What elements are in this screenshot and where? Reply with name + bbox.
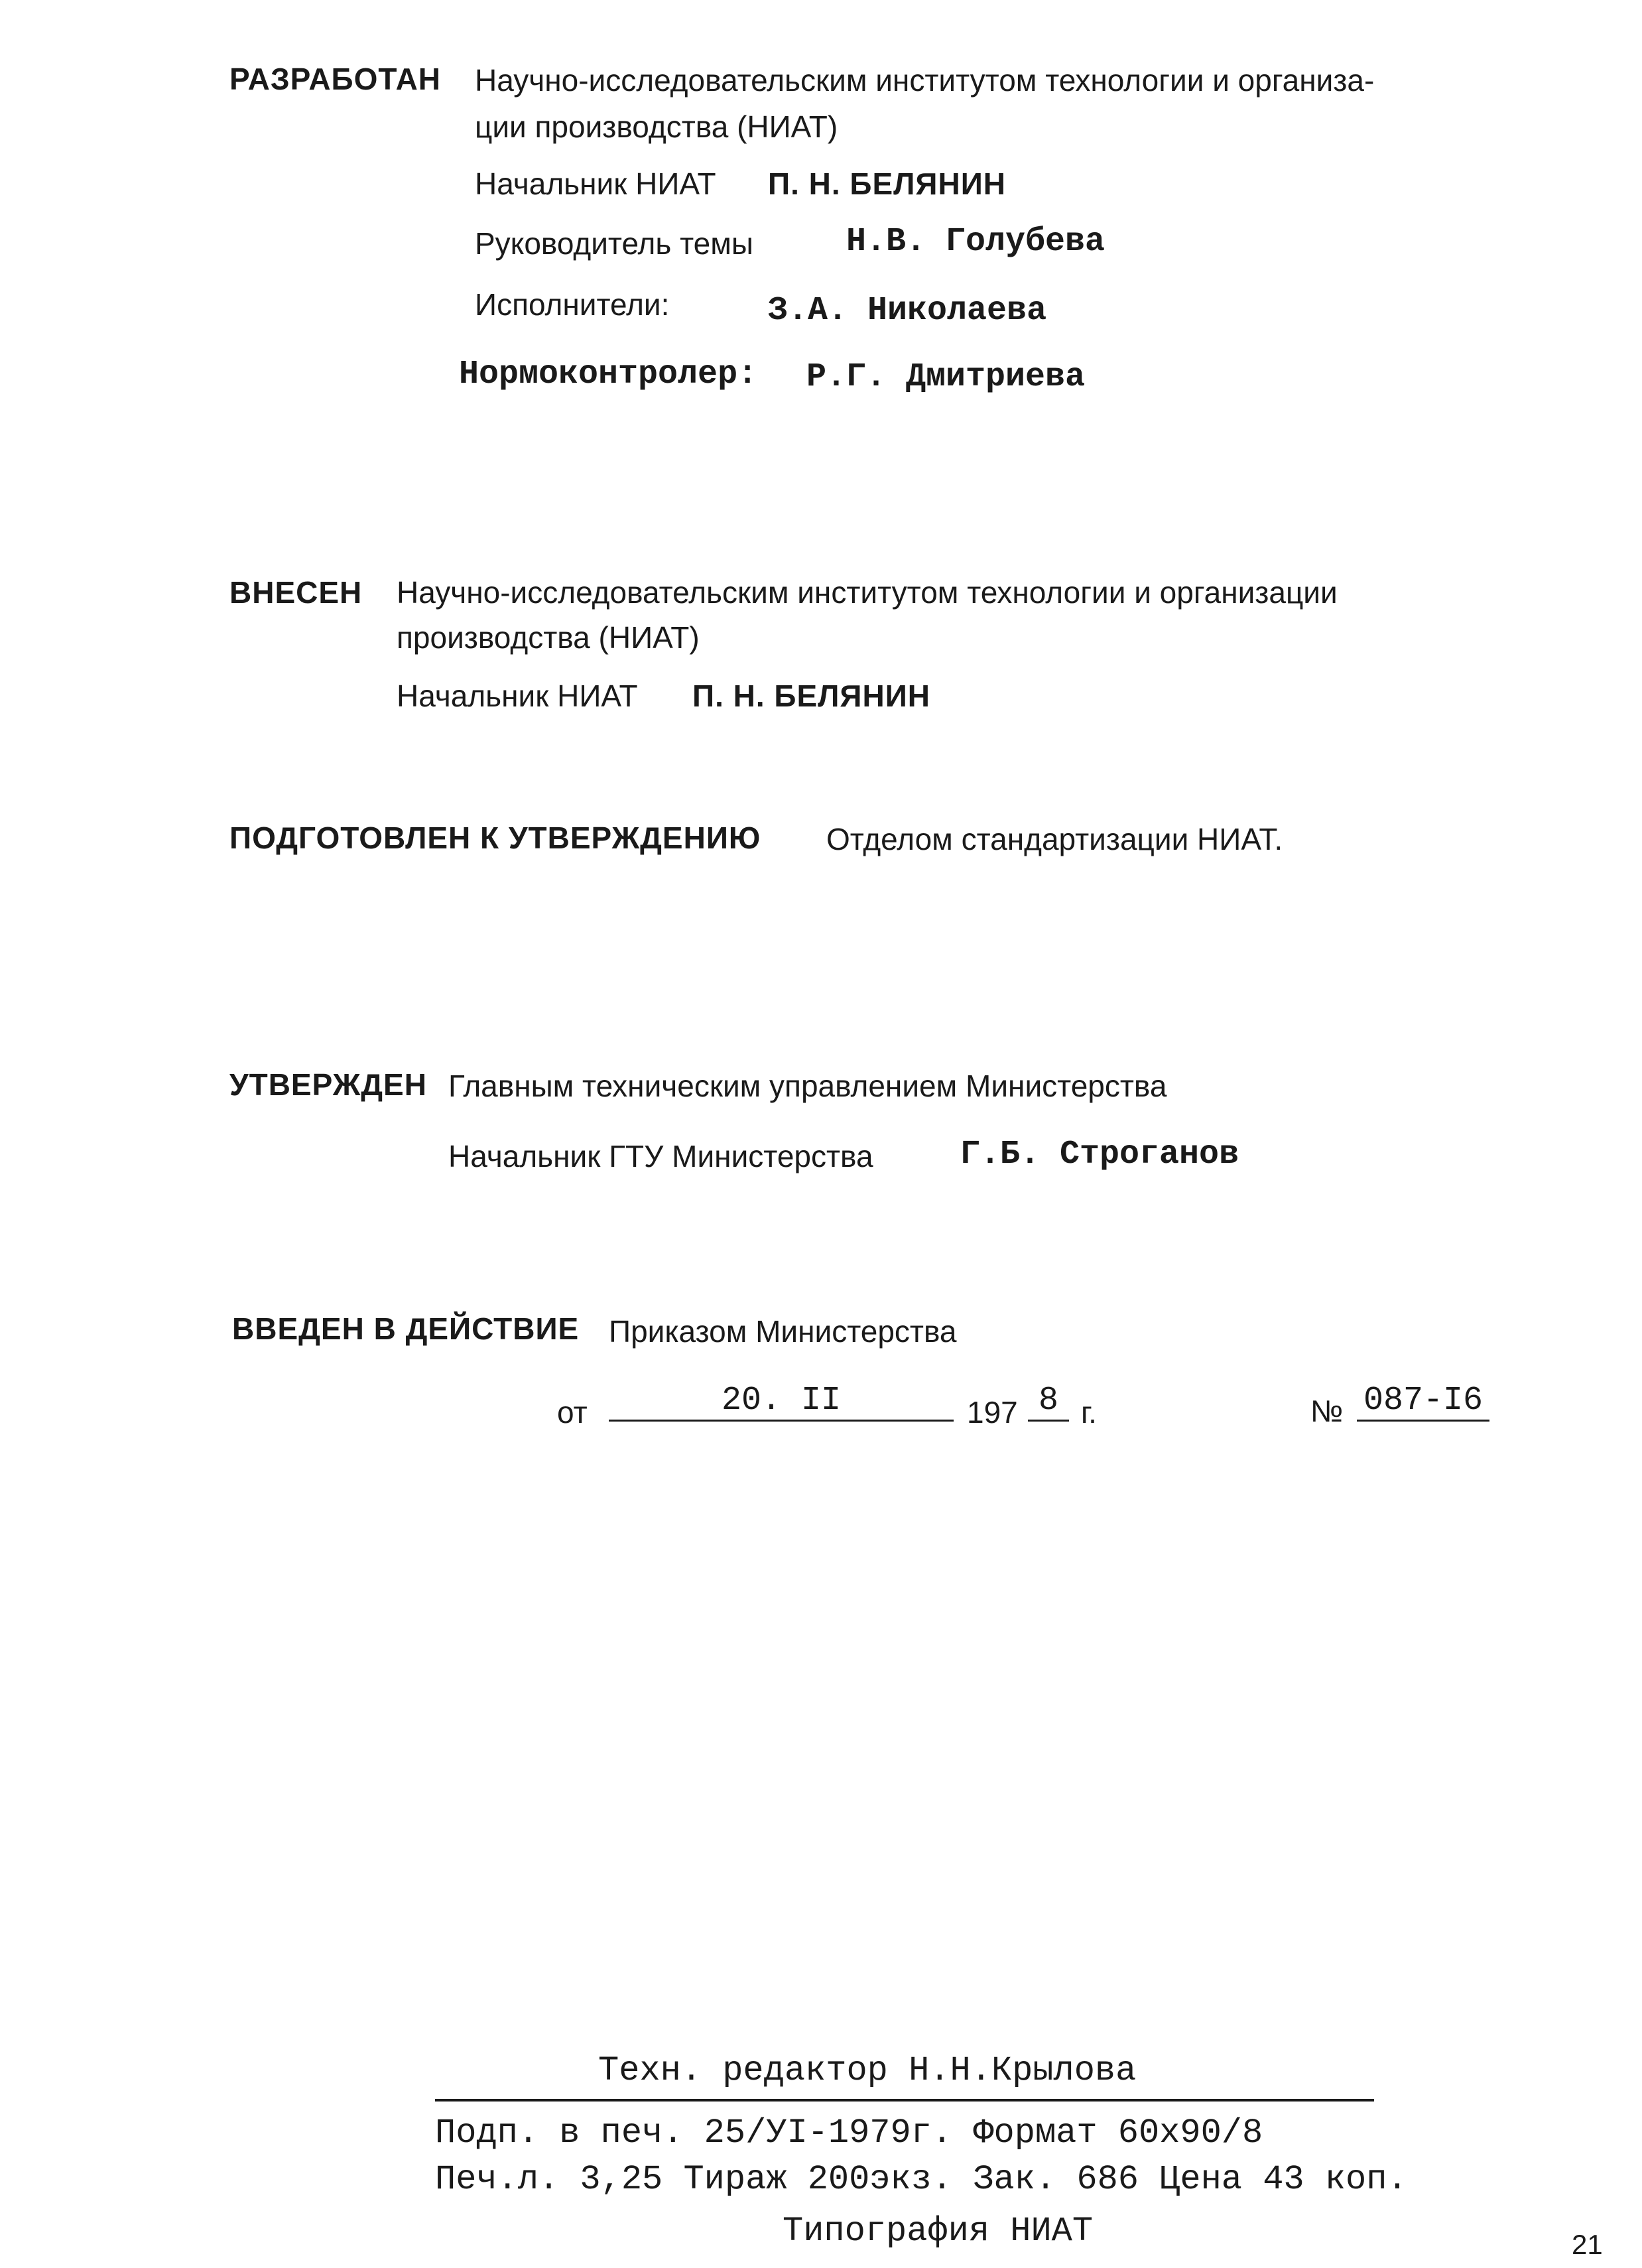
year-suffix: г. xyxy=(1081,1395,1097,1430)
normcontrol-label: Нормоконтролер: xyxy=(459,356,758,393)
from-label: от xyxy=(557,1395,588,1430)
lead-name: Н.В. Голубева xyxy=(846,223,1105,261)
vnesen-chief-label: Начальник НИАТ xyxy=(397,679,638,713)
razrabotan-line2: ции производства (НИАТ) xyxy=(475,109,838,144)
imprint-divider xyxy=(435,2099,1374,2101)
year-prefix: 197 xyxy=(967,1395,1018,1430)
vnesen-line1: Научно-исследовательским институтом технологии и организации xyxy=(397,575,1338,610)
heading-razrabotan: РАЗРАБОТАН xyxy=(229,62,442,96)
heading-utverzhden: УТВЕРЖДЕН xyxy=(229,1067,427,1102)
razrabotan-line1: Научно-исследовательским институтом технологии и организа- xyxy=(475,63,1375,98)
utverzhden-chief-label: Начальник ГТУ Министерства xyxy=(448,1139,873,1173)
vveden-text: Приказом Министерства xyxy=(609,1314,957,1349)
vnesen-line2: производства (НИАТ) xyxy=(397,620,700,655)
page-number: 21 xyxy=(1572,2229,1603,2260)
heading-vveden: ВВЕДЕН В ДЕЙСТВИЕ xyxy=(232,1311,580,1346)
utverzhden-chief-name: Г.Б. Строганов xyxy=(960,1136,1239,1173)
imprint-line1: Подп. в печ. 25/УI-1979г. Формат 60х90/8 xyxy=(435,2113,1263,2153)
performers-label: Исполнители: xyxy=(475,287,670,322)
vnesen-chief-name: П. Н. БЕЛЯНИН xyxy=(692,679,930,713)
razrabotan-chief-label: Начальник НИАТ xyxy=(475,167,716,201)
number-label: № xyxy=(1310,1394,1344,1428)
razrabotan-chief-name: П. Н. БЕЛЯНИН xyxy=(768,167,1006,201)
lead-label: Руководитель темы xyxy=(475,226,753,261)
performers-name: З.А. Николаева xyxy=(768,292,1047,330)
podgotovlen-text: Отделом стандартизации НИАТ. xyxy=(826,822,1283,856)
utverzhden-text: Главным техническим управлением Министерства xyxy=(448,1069,1167,1103)
heading-vnesen: ВНЕСЕН xyxy=(229,575,363,610)
imprint-line3: Типография НИАТ xyxy=(783,2212,1094,2251)
normcontrol-name: Р.Г. Дмитриева xyxy=(806,358,1086,396)
number-field: 087-I6 xyxy=(1357,1384,1489,1422)
tech-editor: Техн. редактор Н.Н.Крылова xyxy=(598,2051,1137,2090)
heading-podgotovlen: ПОДГОТОВЛЕН К УТВЕРЖДЕНИЮ xyxy=(229,821,761,855)
date-field: 20. II xyxy=(609,1384,954,1422)
year-digit-field: 8 xyxy=(1028,1384,1069,1422)
imprint-line2: Печ.л. 3,25 Тираж 200экз. Зак. 686 Цена 43 коп. xyxy=(435,2160,1408,2199)
